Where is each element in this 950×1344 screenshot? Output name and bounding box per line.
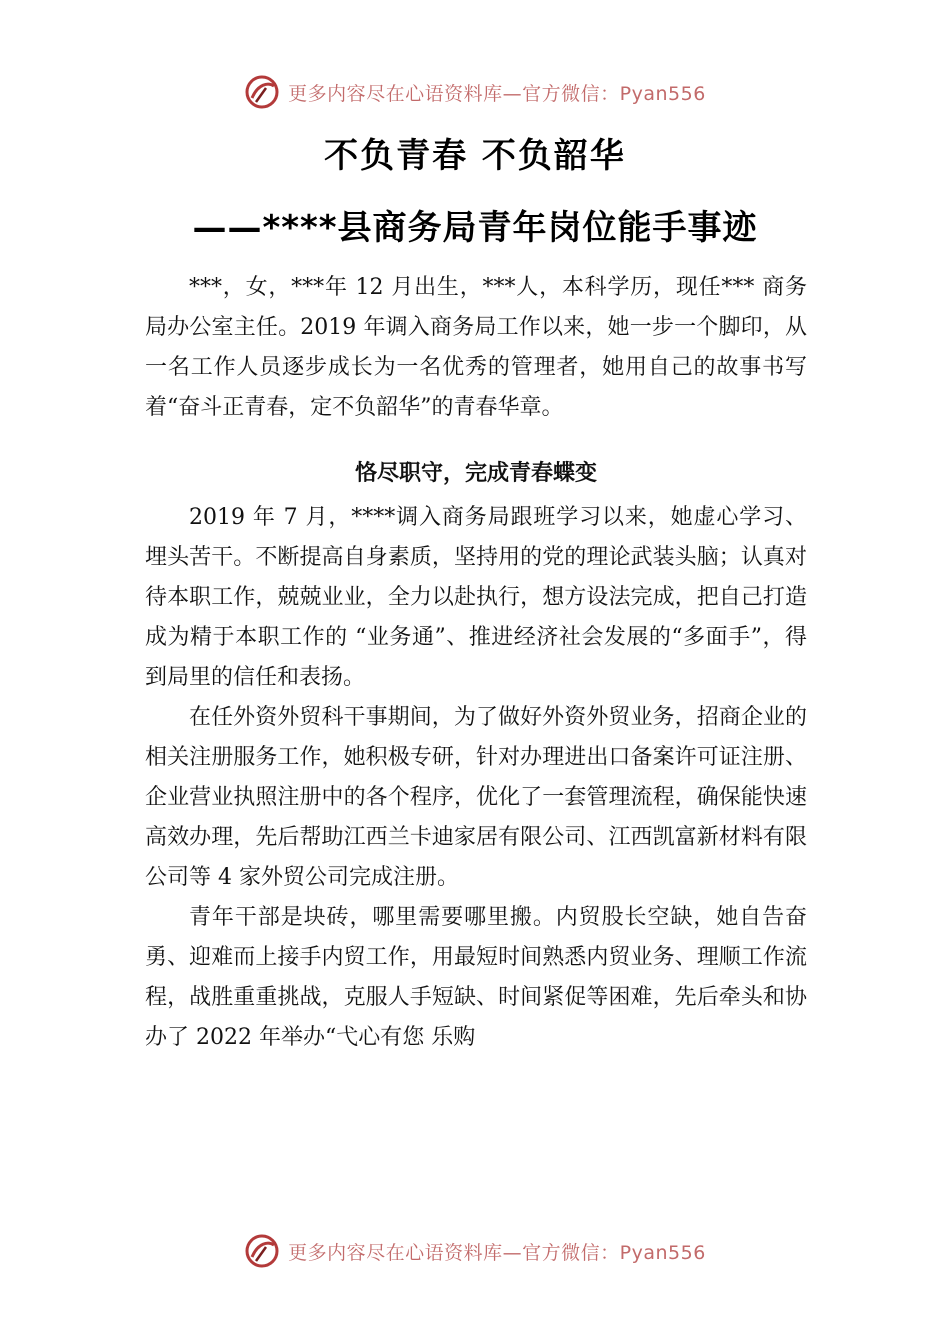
section-heading: 恪尽职守，完成青春蝶变 xyxy=(354,461,597,486)
document-body xyxy=(145,268,807,1058)
watermark-text: 更多内容尽在心语资料库—官方微信：Pyan556 xyxy=(288,82,706,105)
document-subtitle: ——****县商务局青年岗位能手事迹 xyxy=(192,208,758,248)
body-paragraph: 在任外资外贸科干事期间，为了做好外资外贸业务，招商企业的相关注册服务工作，她积极专研，针对办理进出口备案许可证注册、企业营业执照注册中的各个程序，优化了一套管理流程，确保能快速高效办理，先后帮助江西兰卡迪家居有限公司、江西凯富新材料有限公司等 4 家外贸公司完成注册。 xyxy=(145,705,807,890)
watermark-text: 更多内容尽在心语资料库—官方微信：Pyan556 xyxy=(288,1241,706,1264)
document-title: 不负青春 不负韶华 xyxy=(324,136,626,176)
watermark-logo-icon xyxy=(244,1233,280,1269)
body-paragraph: 2019 年 7 月，****调入商务局跟班学习以来，她虚心学习、埋头苦干。不断提高自身素质，坚持用的党的理论武装头脑；认真对待本职工作，兢兢业业，全力以赴执行，想方设法完成，把自己打造成为精于本职工作的 “业务通”、推进经济社会发展的“多面手”，得到局里的信任和表扬。 xyxy=(145,505,807,690)
header-watermark xyxy=(0,72,950,112)
watermark-logo-icon xyxy=(244,74,280,110)
body-paragraph: 青年干部是块砖，哪里需要哪里搬。内贸股长空缺，她自告奋勇、迎难而上接手内贸工作，用最短时间熟悉内贸业务、理顺工作流程，战胜重重挑战，克服人手短缺、时间紧促等困难，先后牵头和协办了 2022 年举办“弋心有您 乐购 xyxy=(145,905,807,1050)
footer-watermark xyxy=(0,1231,950,1271)
intro-paragraph: ***，女，***年 12 月出生，***人，本科学历，现任*** 商务局办公室主任。2019 年调入商务局工作以来，她一步一个脚印，从一名工作人员逐步成长为一名优秀的管理者，她用自己的故事书写着“奋斗正青春，定不负韶华”的青春华章。 xyxy=(145,275,807,420)
